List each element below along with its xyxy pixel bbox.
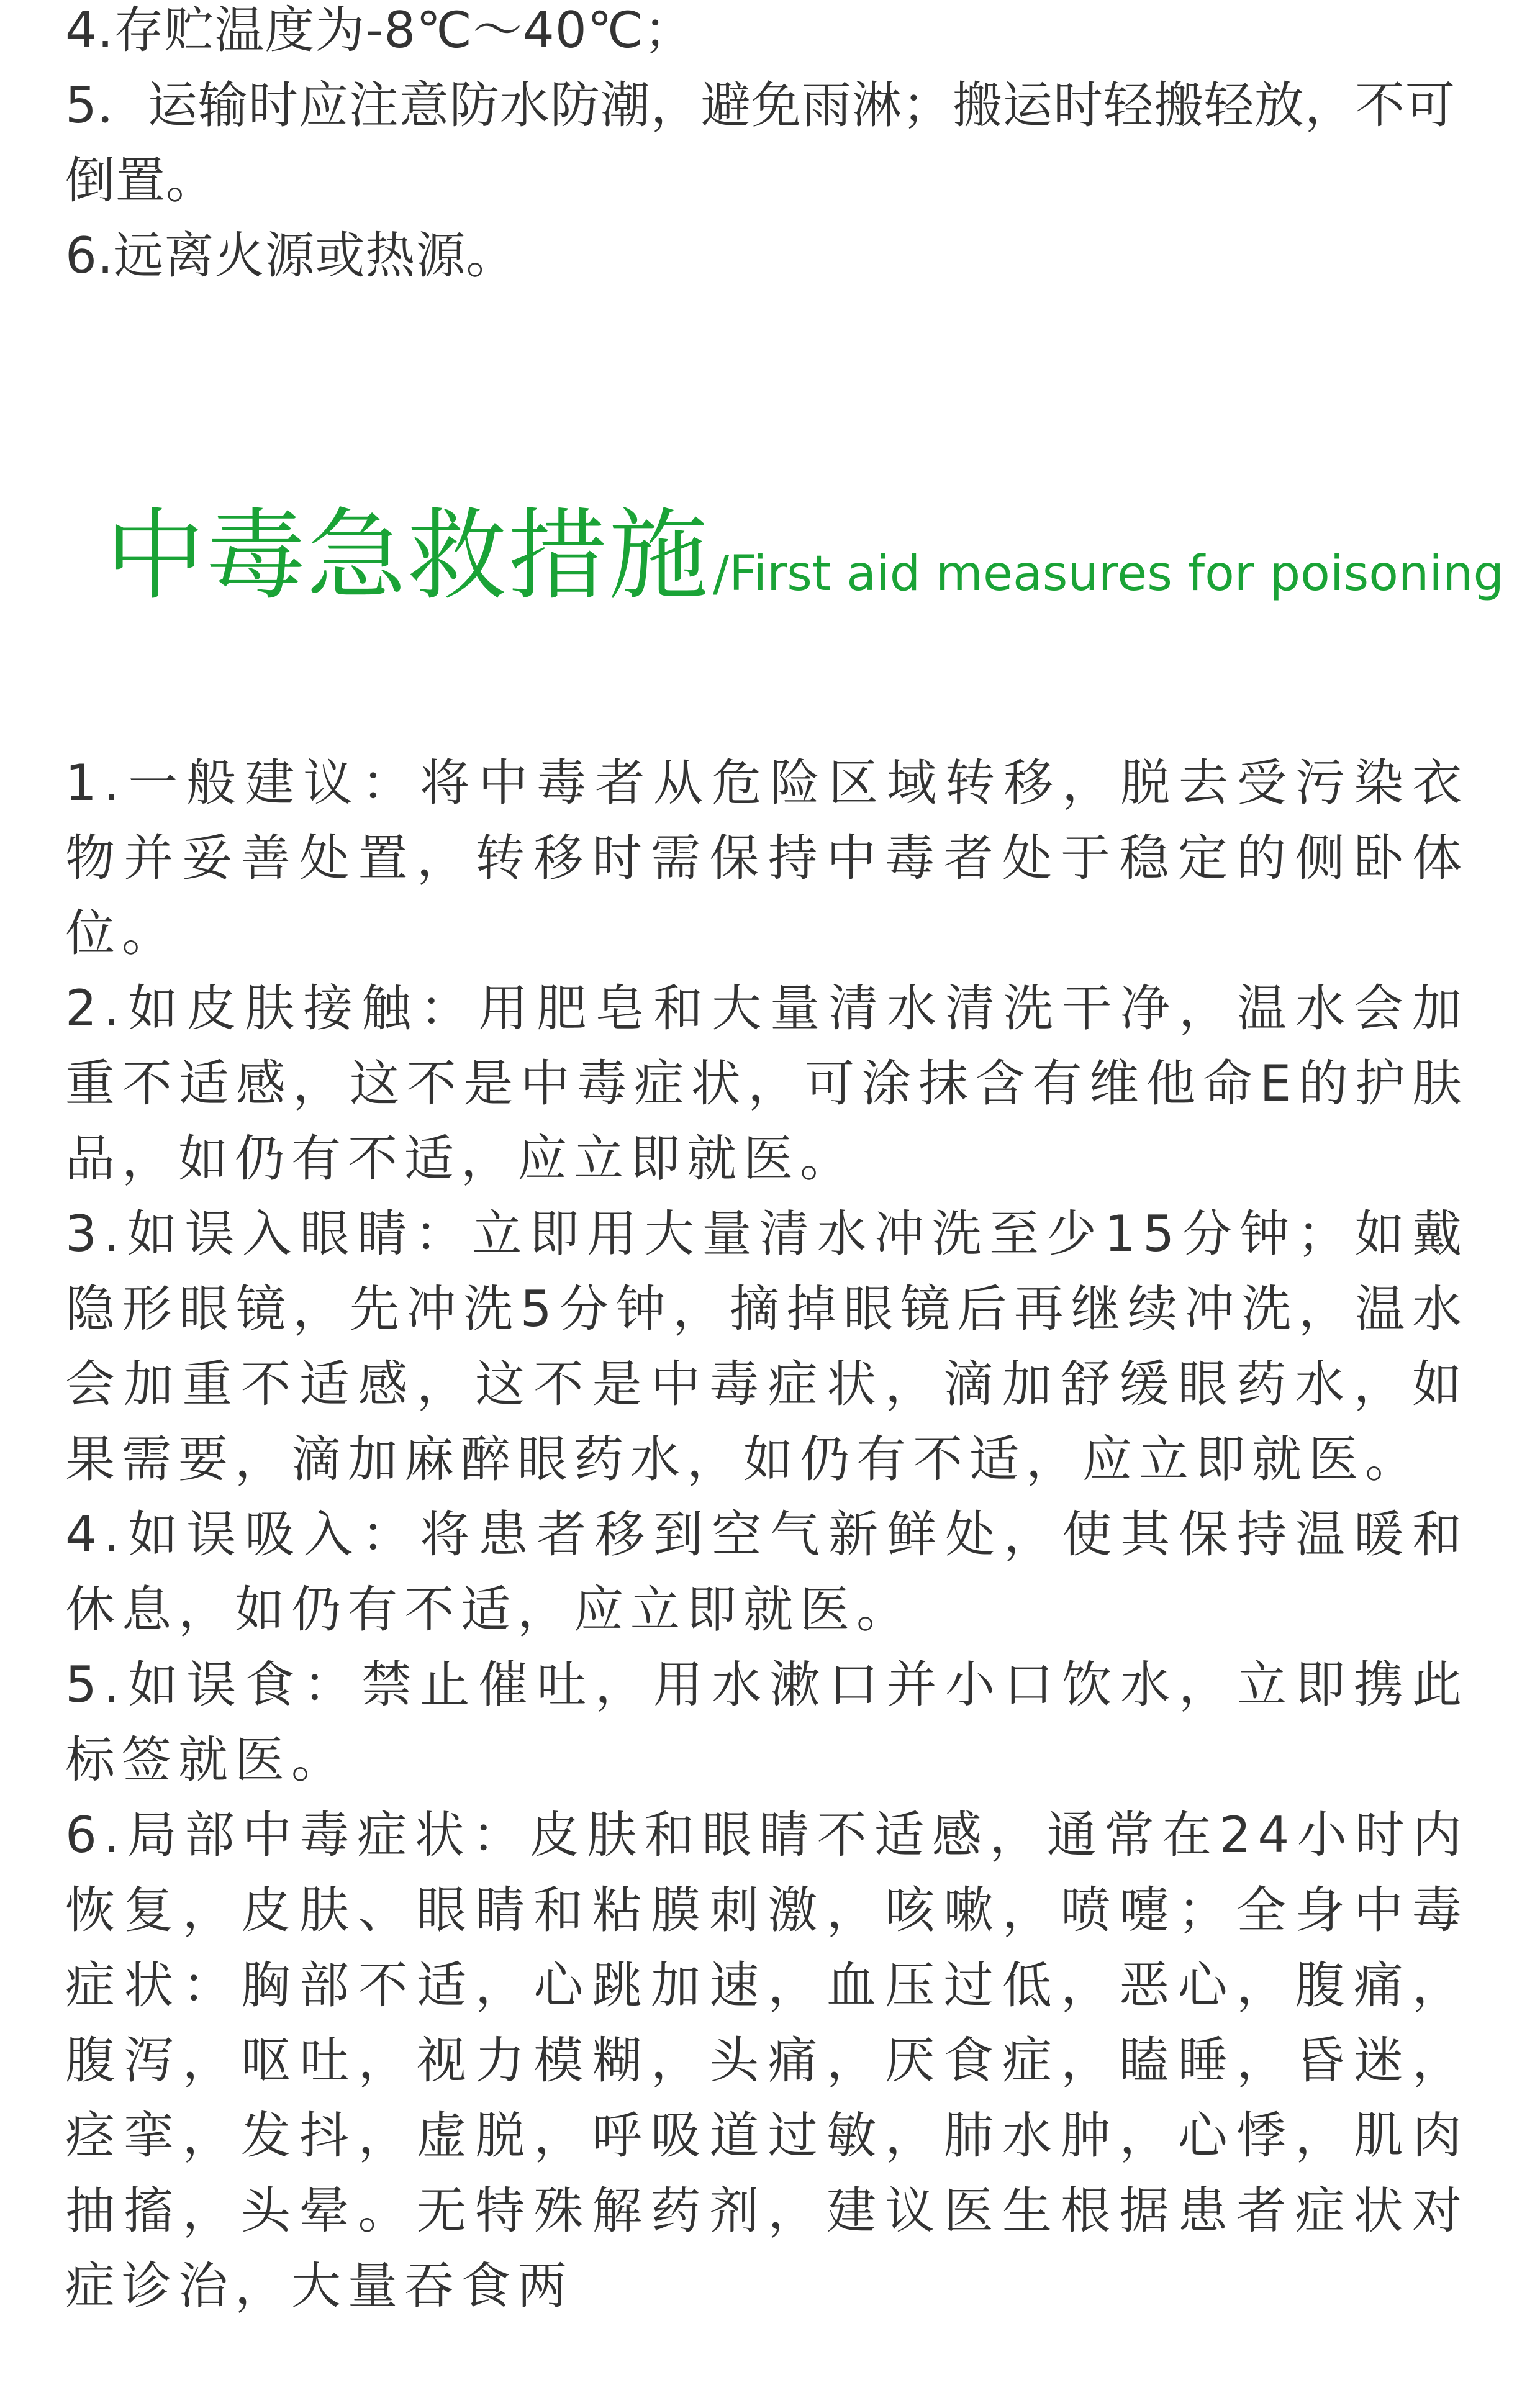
section-heading xyxy=(106,497,1504,633)
section-title-zh: 中毒急救措施 xyxy=(106,497,710,614)
first-aid-inhalation: 4.如误吸入：将患者移到空气新鲜处，使其保持温暖和休息，如仍有不适，应立即就医。 xyxy=(65,1506,1469,1638)
section-title-en: /First aid measures for poisoning xyxy=(713,546,1504,602)
storage-note-temperature: 4.存贮温度为-8℃～40℃； xyxy=(65,1,694,59)
storage-note-fire: 6.远离火源或热源。 xyxy=(65,227,517,284)
storage-note-transport: 5．运输时应注意防水防潮，避免雨淋；搬运时轻搬轻放，不可倒置。 xyxy=(65,76,1456,209)
first-aid-eyes: 3.如误入眼睛：立即用大量清水冲洗至少15分钟；如戴隐形眼镜，先冲洗5分钟，摘掉眼镜后再继续冲洗，温水会加重不适感，这不是中毒症状，滴加舒缓眼药水，如果需要，滴加麻醉眼药水，如仍有不适，应立即就医。 xyxy=(65,1205,1469,1488)
storage-notes xyxy=(65,0,1469,293)
first-aid-list xyxy=(65,745,1469,2324)
first-aid-ingestion: 5.如误食：禁止催吐，用水漱口并小口饮水，立即携此标签就医。 xyxy=(65,1656,1469,1789)
first-aid-skin: 2.如皮肤接触：用肥皂和大量清水清洗干净，温水会加重不适感，这不是中毒症状，可涂抹含有维他命E的护肤品，如仍有不适，应立即就医。 xyxy=(65,979,1469,1188)
first-aid-general: 1.一般建议：将中毒者从危险区域转移，脱去受污染衣物并妥善处置，转移时需保持中毒者处于稳定的侧卧体位。 xyxy=(65,754,1469,962)
first-aid-symptoms: 6.局部中毒症状：皮肤和眼睛不适感，通常在24小时内恢复，皮肤、眼睛和粘膜刺激，咳嗽，喷嚏；全身中毒症状：胸部不适，心跳加速，血压过低，恶心，腹痛，腹泻，呕吐，视力模糊，头痛，厌食症，瞌睡，昏迷，痉挛，发抖，虚脱，呼吸道过敏，肺水肿，心悸，肌肉抽搐，头晕。无特殊解药剂，建议医生根据患者症状对症诊治，大量吞食两 xyxy=(65,1806,1469,2315)
